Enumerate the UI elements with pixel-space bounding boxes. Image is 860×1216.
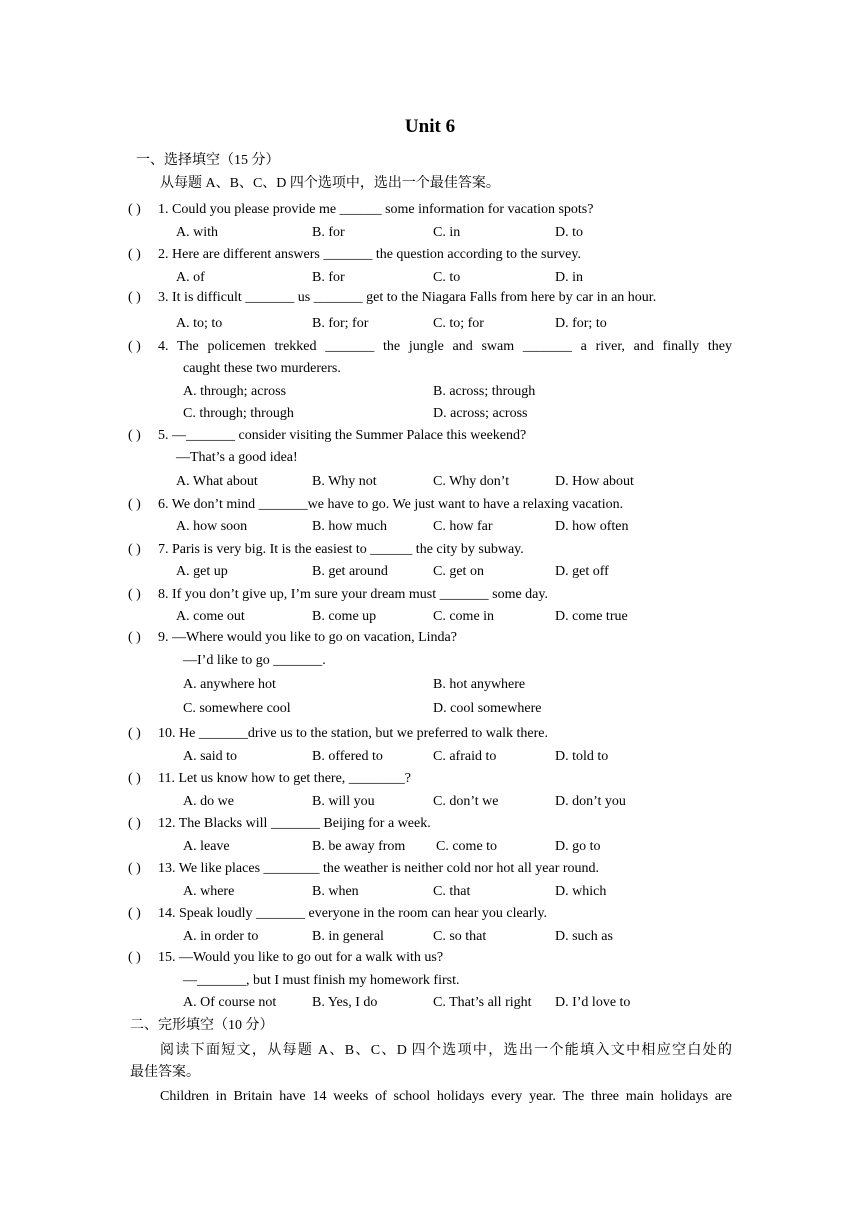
question-8 xyxy=(128,586,548,604)
question-9 xyxy=(128,629,457,647)
option-b: B. be away from xyxy=(312,839,406,854)
question-stem: 8. If you don’t give up, I’m sure your dream must _______ some day. xyxy=(158,587,548,602)
question-5-reply: —That’s a good idea! xyxy=(176,450,298,465)
question-4-stem-cont: caught these two murderers. xyxy=(183,361,341,376)
answer-bracket: ( ) xyxy=(128,630,141,645)
question-stem: 6. We don’t mind _______we have to go. We just want to have a relaxing vacation. xyxy=(158,497,624,512)
option-d: D. for; to xyxy=(555,316,607,331)
answer-bracket: ( ) xyxy=(128,587,141,602)
question-10 xyxy=(128,725,548,743)
question-2 xyxy=(128,246,581,264)
option-d: D. across; across xyxy=(433,406,528,421)
question-stem: 7. Paris is very big. It is the easiest to ______ the city by subway. xyxy=(158,542,524,557)
option-b: B. get around xyxy=(312,564,388,579)
option-c: C. come to xyxy=(436,839,498,854)
section1-instruction: 从每题 A、B、C、D 四个选项中，选出一个最佳答案。 xyxy=(160,176,500,191)
answer-bracket: ( ) xyxy=(128,726,141,741)
option-b: B. for xyxy=(312,270,345,285)
answer-bracket: ( ) xyxy=(128,497,141,512)
option-d: D. which xyxy=(555,884,607,899)
option-d: D. don’t you xyxy=(555,794,626,809)
answer-bracket: ( ) xyxy=(128,771,141,786)
option-a: A. anywhere hot xyxy=(183,677,276,692)
option-c: C. That’s all right xyxy=(433,995,532,1010)
option-a: A. of xyxy=(176,270,205,285)
option-c: C. that xyxy=(433,884,471,899)
option-a: A. said to xyxy=(183,749,238,764)
option-a: A. where xyxy=(183,884,235,899)
question-stem: 10. He _______drive us to the station, but we preferred to walk there. xyxy=(158,726,548,741)
section2-heading: 二、完形填空（10 分） xyxy=(130,1018,274,1033)
answer-bracket: ( ) xyxy=(128,861,141,876)
option-c: C. Why don’t xyxy=(433,474,510,489)
option-c: C. so that xyxy=(433,929,487,944)
section2-instruction-cont: 最佳答案。 xyxy=(130,1065,200,1080)
question-1 xyxy=(128,201,593,219)
question-stem: 9. —Where would you like to go on vacation, Linda? xyxy=(158,630,457,645)
question-9-reply: —I’d like to go _______. xyxy=(183,653,326,668)
section1-heading: 一、选择填空（15 分） xyxy=(136,153,280,168)
option-d: D. go to xyxy=(555,839,601,854)
question-stem: 14. Speak loudly _______ everyone in the room can hear you clearly. xyxy=(158,906,548,921)
answer-bracket: ( ) xyxy=(128,428,141,443)
question-6 xyxy=(128,496,623,514)
answer-bracket: ( ) xyxy=(128,906,141,921)
option-a: A. through; across xyxy=(183,384,287,399)
option-c: C. to; for xyxy=(433,316,484,331)
option-a: A. with xyxy=(176,225,218,240)
option-d: D. I’d love to xyxy=(555,995,631,1010)
question-3 xyxy=(128,289,656,307)
option-b: B. when xyxy=(312,884,359,899)
option-c: C. how far xyxy=(433,519,493,534)
option-c: C. don’t we xyxy=(433,794,499,809)
option-b: B. come up xyxy=(312,609,377,624)
option-a: A. come out xyxy=(176,609,245,624)
answer-bracket: ( ) xyxy=(128,247,141,262)
question-stem: 1. Could you please provide me ______ some information for vacation spots? xyxy=(158,202,594,217)
option-d: D. in xyxy=(555,270,583,285)
question-15-reply: —_______, but I must finish my homework first. xyxy=(183,973,460,988)
option-d: D. come true xyxy=(555,609,628,624)
question-stem: 13. We like places ________ the weather is neither cold nor hot all year round. xyxy=(158,861,600,876)
answer-bracket: ( ) xyxy=(128,202,141,217)
option-d: D. to xyxy=(555,225,583,240)
option-b: B. for; for xyxy=(312,316,369,331)
answer-bracket: ( ) xyxy=(128,816,141,831)
option-d: D. get off xyxy=(555,564,609,579)
option-d: D. such as xyxy=(555,929,613,944)
page-title: Unit 6 xyxy=(404,116,456,137)
passage-text: Children in Britain have 14 weeks of school holidays every year. The three main holidays are xyxy=(160,1089,732,1104)
option-c: C. afraid to xyxy=(433,749,497,764)
question-stem: 12. The Blacks will _______ Beijing for a week. xyxy=(158,816,431,831)
question-14 xyxy=(128,905,547,923)
question-13 xyxy=(128,860,599,878)
question-stem: 5. —_______ consider visiting the Summer Palace this weekend? xyxy=(158,428,527,443)
question-stem: 2. Here are different answers _______ the question according to the survey. xyxy=(158,247,581,262)
option-a: A. to; to xyxy=(176,316,223,331)
option-b: B. for xyxy=(312,225,345,240)
question-stem: 11. Let us know how to get there, ________? xyxy=(158,771,411,786)
option-a: A. do we xyxy=(183,794,234,809)
option-b: B. will you xyxy=(312,794,375,809)
option-d: D. told to xyxy=(555,749,609,764)
option-d: D. How about xyxy=(555,474,634,489)
option-a: A. how soon xyxy=(176,519,248,534)
answer-bracket: ( ) xyxy=(128,290,141,305)
option-d: D. cool somewhere xyxy=(433,701,542,716)
answer-bracket: ( ) xyxy=(128,542,141,557)
option-a: A. Of course not xyxy=(183,995,277,1010)
answer-bracket: ( ) xyxy=(128,339,141,354)
question-5 xyxy=(128,427,526,445)
question-12 xyxy=(128,815,431,833)
option-b: B. across; through xyxy=(433,384,536,399)
option-a: A. leave xyxy=(183,839,230,854)
option-b: B. how much xyxy=(312,519,388,534)
question-4-bracket xyxy=(128,338,158,356)
option-b: B. offered to xyxy=(312,749,383,764)
question-11 xyxy=(128,770,411,788)
question-7 xyxy=(128,541,524,559)
option-d: D. how often xyxy=(555,519,629,534)
option-c: C. come in xyxy=(433,609,495,624)
question-15 xyxy=(128,949,443,967)
option-c: C. through; through xyxy=(183,406,294,421)
option-c: C. to xyxy=(433,270,461,285)
option-c: C. in xyxy=(433,225,461,240)
question-stem: 3. It is difficult _______ us _______ get to the Niagara Falls from here by car in an hour. xyxy=(158,290,657,305)
option-a: A. in order to xyxy=(183,929,259,944)
option-a: A. get up xyxy=(176,564,228,579)
question-4-stem: 4. The policemen trekked _______ the jungle and swam _______ a river, and finally they xyxy=(158,339,732,354)
answer-bracket: ( ) xyxy=(128,950,141,965)
option-b: B. hot anywhere xyxy=(433,677,526,692)
option-c: C. get on xyxy=(433,564,484,579)
option-c: C. somewhere cool xyxy=(183,701,291,716)
option-b: B. Why not xyxy=(312,474,377,489)
section2-instruction: 阅读下面短文，从每题 A、B、C、D 四个选项中，选出一个能填入文中相应空白处的 xyxy=(160,1043,732,1058)
option-b: B. in general xyxy=(312,929,384,944)
option-a: A. What about xyxy=(176,474,258,489)
option-b: B. Yes, I do xyxy=(312,995,378,1010)
question-stem: 15. —Would you like to go out for a walk with us? xyxy=(158,950,444,965)
